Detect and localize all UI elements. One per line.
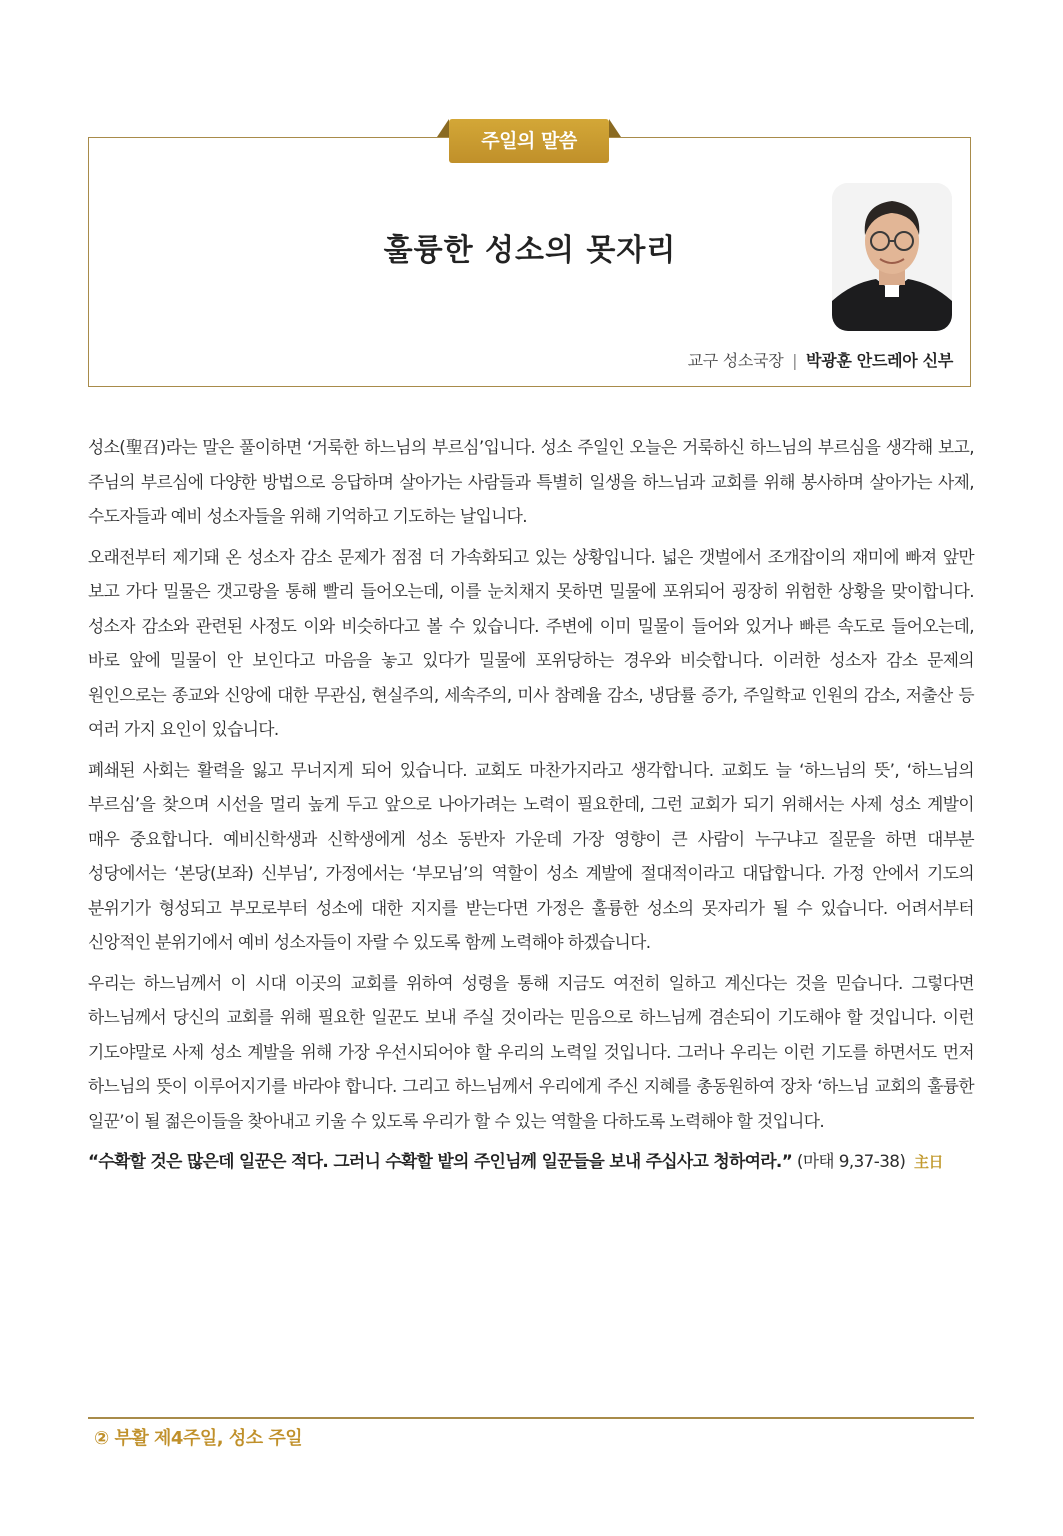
paragraph-1: 성소(聖召)라는 말은 풀이하면 ‘거룩한 하느님의 부르심’입니다. 성소 주일인 오늘은 거룩하신 하느님의 부르심을 생각해 보고, 주님의 부르심에 다양한 방법으로 응답하며 살아가는 사람들과 특별히 일생을 하느님과 교회를 위해 봉사하며 살아가는 사제, 수도자들과 예비 성소자들을 위해 기억하고 기도하는 날입니다. [88,437,974,526]
footer-divider [88,1417,974,1419]
article-title: 훌륭한 성소의 못자리 [383,233,677,268]
scripture-quote: “수확할 것은 많은데 일꾼은 적다. 그러니 수확할 밭의 주인님께 일꾼들을 보내 주십사고 청하여라.” [88,1151,793,1171]
paragraph-3: 폐쇄된 사회는 활력을 잃고 무너지게 되어 있습니다. 교회도 마찬가지라고 생각합니다. 교회도 늘 ‘하느님의 뜻’, ‘하느님의 부르심’을 찾으며 시선을 멀리 높게 두고 앞으로 나아가려는 노력이 필요한데, 그런 교회가 되기 위해서는 사제 성소 계발이 매우 중요합니다. 예비신학생과 신학생에게 성소 동반자 가운데 가장 영향이 큰 사람이 누구냐고 질문을 하면 대부분 성당에서는 ‘본당(보좌) 신부님’, 가정에서는 ‘부모님’의 역할이 성소 계발에 절대적이라고 대답합니다. 가정 안에서 기도의 분위기가 형성되고 부모로부터 성소에 대한 지지를 받는다면 가정은 훌륭한 성소의 못자리가 될 수 있습니다. 어려서부터 신앙적인 분위기에서 예비 성소자들이 자랄 수 있도록 함께 노력해야 하겠습니다. [88,759,974,952]
byline-separator: | [792,351,798,370]
author-portrait [832,183,952,331]
closing-quote-paragraph [88,1144,974,1179]
section-label: 주일의 말씀 [449,119,609,163]
paragraph-4: 우리는 하느님께서 이 시대 이곳의 교회를 위하여 성령을 통해 지금도 여전히 일하고 계신다는 것을 믿습니다. 그렇다면 하느님께서 당신의 교회를 위해 필요한 일꾼도 보내 주실 것이라는 믿음으로 하느님께 겸손되이 기도해야 할 것입니다. 이런 기도야말로 사제 성소 계발을 위해 가장 우선시되어야 할 우리의 노력일 것입니다. 그러나 우리는 이런 기도를 하면서도 먼저 하느님의 뜻이 이루어지기를 바라야 합니다. 그리고 하느님께서 우리에게 주신 지혜를 총동원하여 장차 ‘하느님 교회의 훌륭한 일꾼’이 될 젊은이들을 찾아내고 키울 수 있도록 우리가 할 수 있는 역할을 다하도록 노력해야 할 것입니다. [88,972,974,1131]
portrait-illustration [832,183,952,331]
section-tab-fold-left [437,119,449,137]
page-footer: ② 부활 제4주일, 성소 주일 [94,1428,303,1449]
byline-role: 교구 성소국장 [687,351,784,370]
article-body [88,430,974,1185]
section-tab-fold-right [609,119,621,137]
byline-name: 박광훈 안드레아 신부 [806,351,953,370]
byline [688,348,953,371]
scripture-reference: (마태 9,37-38) [796,1151,906,1171]
paragraph-2: 오래전부터 제기돼 온 성소자 감소 문제가 점점 더 가속화되고 있는 상황입니다. 넓은 갯벌에서 조개잡이의 재미에 빠져 앞만 보고 가다 밀물은 갯고랑을 통해 빨리 들어오는데, 이를 눈치채지 못하면 밀물에 포위되어 굉장히 위험한 상황을 맞이합니다. 성소자 감소와 관련된 사정도 이와 비슷하다고 볼 수 있습니다. 주변에 이미 밀물이 들어와 있거나 빠른 속도로 들어오는데, 바로 앞에 밀물이 안 보인다고 마음을 놓고 있다가 밀물에 포위당하는 경우와 비슷합니다. 이러한 성소자 감소 문제의 원인으로는 종교와 신앙에 대한 무관심, 현실주의, 세속주의, 미사 참례율 감소, 냉담률 증가, 주일학교 인원의 감소, 저출산 등 여러 가지 요인이 있습니다. [88,546,974,739]
end-mark-icon: 主日 [914,1152,943,1171]
